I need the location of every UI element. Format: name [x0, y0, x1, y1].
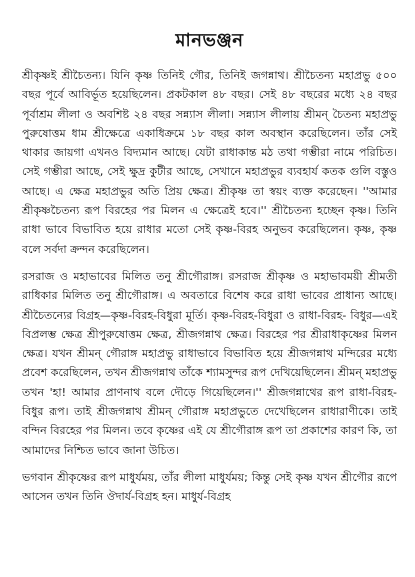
paragraph-1: শ্রীকৃষ্ণই শ্রীচৈতন্য। যিনি কৃষ্ণ তিনিই গৌর, তিনিই জগন্নাথ। শ্রীচৈতন্য মহাপ্রভু ৫০০ বছর পূর্বে আবির্ভূত হয়েছিলেন। প্রকটকাল ৪৮ বছর। সেই ৪৮ বছরের মধ্যে ২৪ বছর পূর্বাশ্রম লীলা ও অবশিষ্ট ২৪ বছর সন্ন্যাস লীলা। সন্ন্যাস লীলায় শ্রীমন্‌ চৈতন্য মহাপ্রভু পুরুষোত্তম ধাম শ্রীক্ষেত্রে একাধিক্রমে ১৮ বছর কাল অবস্থান করেছিলেন। তাঁর সেই থাকার জায়গা এখনও বিদ্যমান আছে। যেটা রাধাকান্ত মঠ তথা গম্ভীরা নামে পরিচিত। সেই গম্ভীরা আছে, সেই ক্ষুদ্র কুটীর আছে, সেখানে মহাপ্রভুর ব্যবহার্য কতক গুলি বস্তুও আছে। এ ক্ষেত্র মহাপ্রভুর অতি প্রিয় ক্ষেত্র। শ্রীকৃষ্ণ তা স্বয়ং ব্যক্ত করেছেন। ''আমার শ্রীকৃষ্ণচৈতন্য রূপ বিরহের পর মিলন এ ক্ষেত্রেই হবে।'' শ্রীচৈতন্য হচ্ছেন কৃষ্ণ। তিনি রাধা ভাবে বিভাবিত হয়ে রাধার মতো সেই কৃষ্ণ-বিরহ অনুভব করেছিলেন। কৃষ্ণ, কৃষ্ণ বলে সর্বদা ক্রন্দন করেছিলেন। — [22, 69, 397, 256]
page-title: মানভঞ্জন — [175, 30, 244, 51]
paragraph-2: রসরাজ ও মহাভাবের মিলিত তনু শ্রীগৌরাঙ্গ। রসরাজ শ্রীকৃষ্ণ ও মহাভাবময়ী শ্রীমতী রাধিকার মিলিত তনু শ্রীগৌরাঙ্গ। এ অবতারে বিশেষ করে রাধা ভাবের প্রাধান্য আছে। শ্রীচৈতন্যের বিগ্রহ—কৃষ্ণ-বিরহ-বিধুরা মূর্তি। কৃষ্ণ-বিরহ-বিধুরা ও রাধা-বিরহ- বিধুর—এই বিপ্রলম্ভ ক্ষেত্র শ্রীপুরুষোত্তম ক্ষেত্র, শ্রীজগন্নাথ ক্ষেত্র। বিরহের পর শ্রীরাধাকৃষ্ণের মিলন ক্ষেত্র। যখন শ্রীমন্‌ গৌরাঙ্গ মহাপ্রভু রাধাভাবে বিভাবিত হয়ে শ্রীজগন্নাথ মন্দিরের মধ্যে প্রবেশ করেছিলেন, তখন শ্রীজগন্নাথ তাঁকে শ্যামসুন্দর রূপ দেখিয়েছিলেন। শ্রীমন্‌ মহাপ্রভু তখন 'হা! আমার প্রাণনাথ বলে দৌড়ে গিয়েছিলেন।'' শ্রীজগন্নাথের রূপ রাধা-বিরহ-বিধুর রূপ। তাই শ্রীজগন্নাথ শ্রীমন্‌ গৌরাঙ্গ মহাপ্রভুতে দেখেছিলেন রাধারাণীকে। তাই বন্দিন বিরহের পর মিলন। তবে কৃষ্ণের এই যে শ্রীগৌরাঙ্গ রূপ তা প্রকাশের কারণ কি, তা আমাদের নিশ্চিত ভাবে জানা উচিত। — [22, 269, 397, 457]
paragraph-3: ভগবান শ্রীকৃষ্ণের রূপ মাধুর্যময়, তাঁর লীলা মাধুর্যময়; কিন্তু সেই কৃষ্ণ যখন শ্রীগৌর রূপে আসেন তখন তিনি ঔদার্য-বিগ্রহ হন। মাধুর্য-বিগ্রহ — [22, 470, 397, 504]
